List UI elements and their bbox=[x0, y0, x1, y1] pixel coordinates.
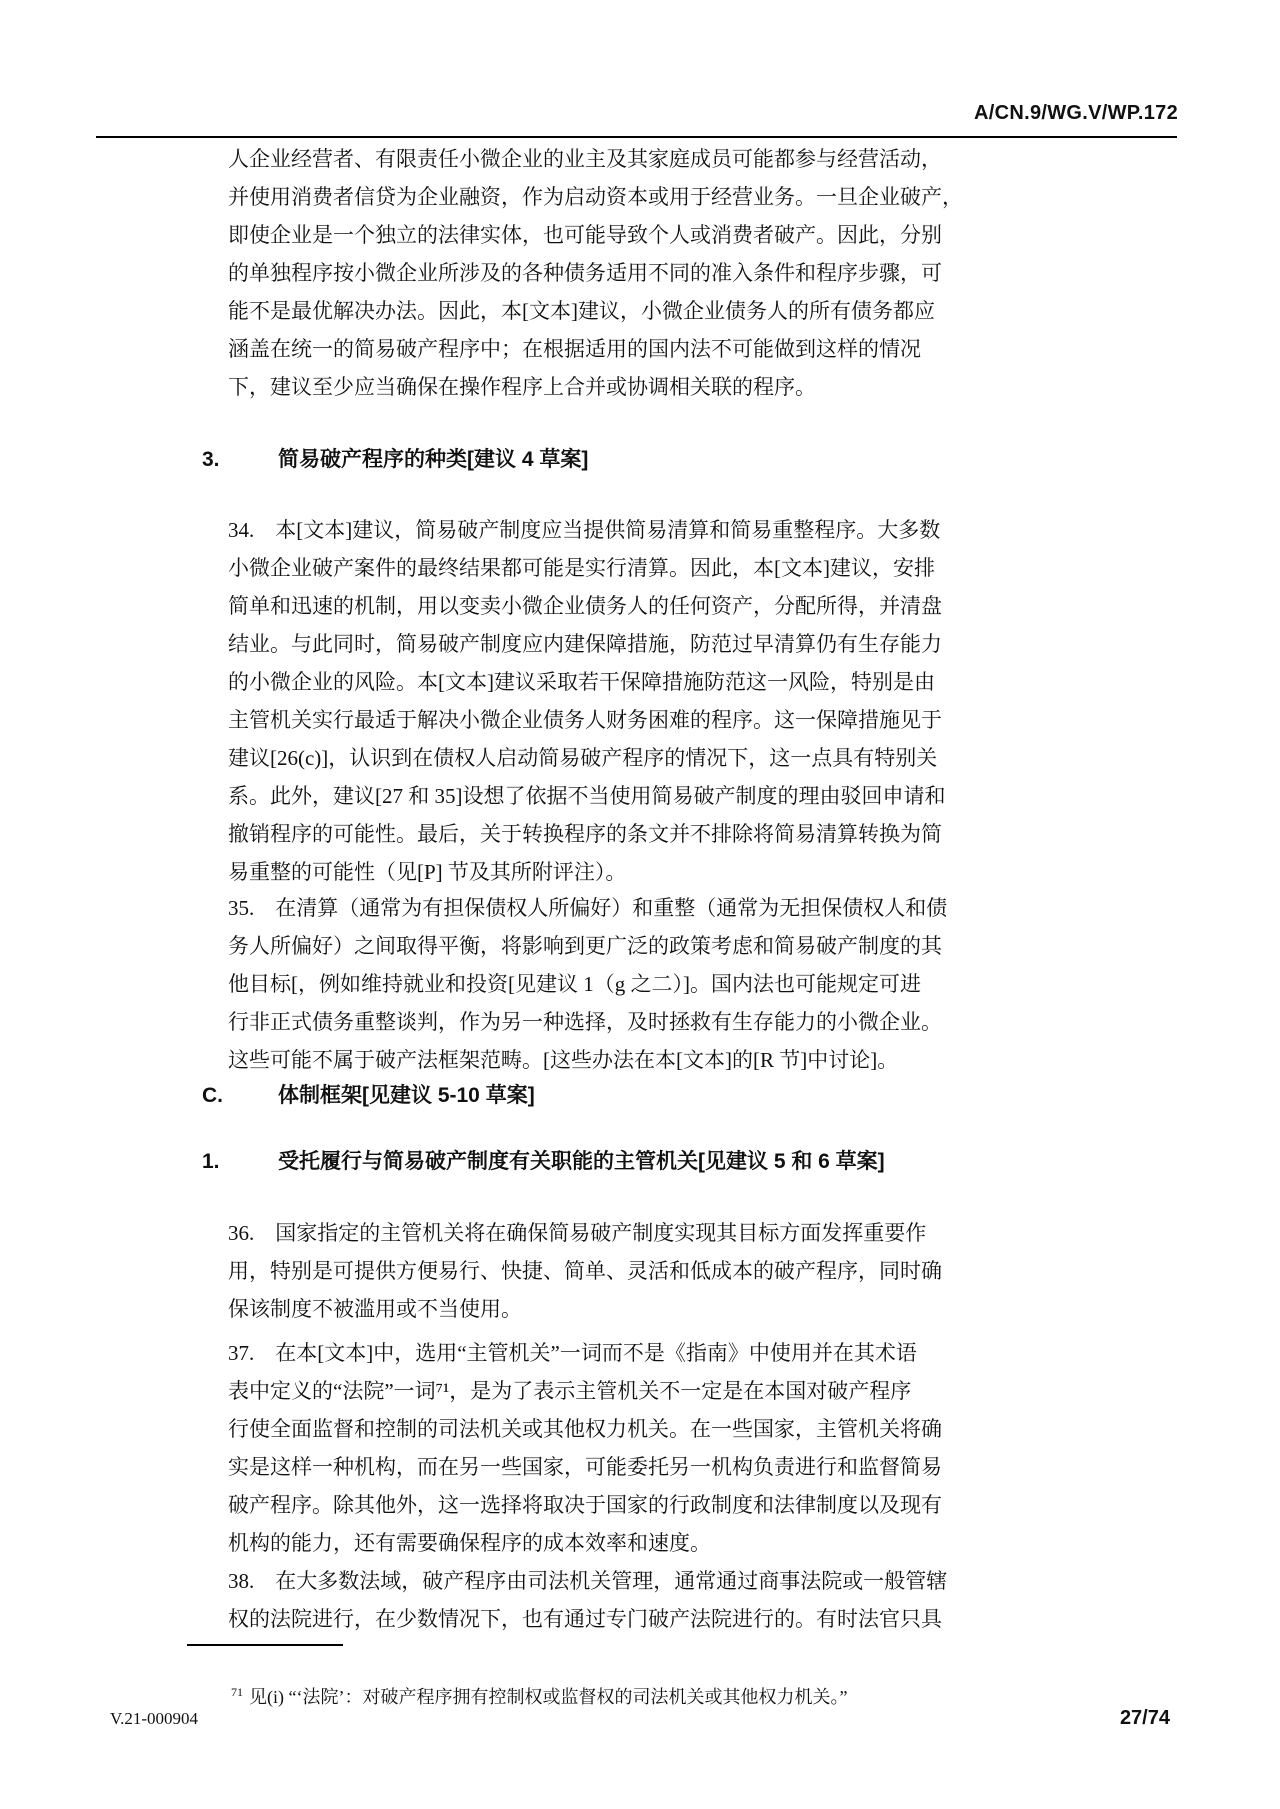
footnote-marker: 71 bbox=[231, 1685, 243, 1699]
text-line: 36. 国家指定的主管机关将在确保简易破产制度实现其目标方面发挥重要作 bbox=[228, 1221, 927, 1245]
footnote-71 bbox=[213, 1652, 1033, 1742]
text-line: 行非正式债务重整谈判，作为另一种选择，及时拯救有生存能力的小微企业。 bbox=[228, 1010, 942, 1034]
text-line: 权的法院进行，在少数情况下，也有通过专门破产法院进行的。有时法官只具 bbox=[228, 1607, 942, 1631]
text-line: 35. 在清算（通常为有担保债权人所偏好）和重整（通常为无担保债权人和债 bbox=[228, 896, 948, 920]
section-number: C. bbox=[202, 1084, 223, 1107]
text-line: 下，建议至少应当确保在操作程序上合并或协调相关联的程序。 bbox=[228, 375, 816, 399]
paragraph-34 bbox=[228, 511, 1018, 891]
section-heading-C bbox=[202, 1081, 535, 1111]
section-title: 受托履行与简易破产制度有关职能的主管机关[见建议 5 和 6 草案] bbox=[278, 1150, 885, 1173]
text-line: 实是这样一种机构，而在另一些国家，可能委托另一机构负责进行和监督简易 bbox=[228, 1455, 942, 1479]
text-line: 他目标[，例如维持就业和投资[见建议 1（g 之二）]。国内法也可能规定可进 bbox=[228, 972, 921, 996]
text-line: 系。此外，建议[27 和 35]设想了依据不当使用简易破产制度的理由驳回申请和 bbox=[228, 784, 946, 808]
text-line: 的小微企业的风险。本[文本]建议采取若干保障措施防范这一风险，特别是由 bbox=[228, 670, 935, 694]
text-line: 并使用消费者信贷为企业融资，作为启动资本或用于经营业务。一旦企业破产， bbox=[228, 185, 963, 209]
text-line: 的单独程序按小微企业所涉及的各种债务适用不同的准入条件和程序步骤，可 bbox=[228, 261, 942, 285]
text-line: 简单和迅速的机制，用以变卖小微企业债务人的任何资产，分配所得，并清盘 bbox=[228, 594, 942, 618]
text-line: 务人所偏好）之间取得平衡，将影响到更广泛的政策考虑和简易破产制度的其 bbox=[228, 934, 942, 958]
text-line: 人企业经营者、有限责任小微企业的业主及其家庭成员可能都参与经营活动， bbox=[228, 147, 942, 171]
text-line: 能不是最优解决办法。因此，本[文本]建议，小微企业债务人的所有债务都应 bbox=[228, 299, 935, 323]
footer-page-indicator: 27/74 bbox=[1119, 1707, 1170, 1729]
text-line: 行使全面监督和控制的司法机关或其他权力机关。在一些国家，主管机关将确 bbox=[228, 1417, 942, 1441]
text-line: 小微企业破产案件的最终结果都可能是实行清算。因此，本[文本]建议，安排 bbox=[228, 556, 935, 580]
text-line: 结业。与此同时，简易破产制度应内建保障措施，防范过早清算仍有生存能力 bbox=[228, 632, 942, 656]
section-title: 体制框架[见建议 5-10 草案] bbox=[278, 1084, 535, 1107]
text-line: 破产程序。除其他外，这一选择将取决于国家的行政制度和法律制度以及现有 bbox=[228, 1493, 942, 1517]
text-line: 保该制度不被滥用或不当使用。 bbox=[228, 1297, 522, 1321]
paragraph-37 bbox=[228, 1334, 1018, 1562]
section-heading-3 bbox=[202, 445, 588, 475]
header-rule bbox=[96, 136, 1177, 138]
text-line: 表中定义的“法院”一词⁷¹，是为了表示主管机关不一定是在本国对破产程序 bbox=[228, 1379, 912, 1403]
footnote-text: 见(i) “‘法院’：对破产程序拥有控制权或监督权的司法机关或其他权力机关。” bbox=[249, 1687, 848, 1707]
text-line: 38. 在大多数法域，破产程序由司法机关管理，通常通过商事法院或一般管辖 bbox=[228, 1569, 948, 1593]
text-line: 这些可能不属于破产法框架范畴。[这些办法在本[文本]的[R 节]中讨论]。 bbox=[228, 1048, 899, 1072]
paragraph-36 bbox=[228, 1214, 1018, 1328]
text-line: 易重整的可能性（见[P] 节及其所附评注）。 bbox=[228, 860, 627, 884]
footnote-separator-rule bbox=[187, 1644, 343, 1646]
text-line: 撤销程序的可能性。最后，关于转换程序的条文并不排除将简易清算转换为简 bbox=[228, 822, 942, 846]
section-number: 3. bbox=[202, 448, 220, 471]
footer-job-number: V.21-000904 bbox=[110, 1709, 198, 1728]
text-line: 用，特别是可提供方便易行、快捷、简单、灵活和低成本的破产程序，同时确 bbox=[228, 1259, 942, 1283]
text-line: 主管机关实行最适于解决小微企业债务人财务困难的程序。这一保障措施见于 bbox=[228, 708, 942, 732]
section-number: 1. bbox=[202, 1150, 220, 1173]
text-line: 即使企业是一个独立的法律实体，也可能导致个人或消费者破产。因此，分别 bbox=[228, 223, 942, 247]
paragraph-continuation bbox=[228, 140, 1018, 406]
text-line: 涵盖在统一的简易破产程序中；在根据适用的国内法不可能做到这样的情况 bbox=[228, 337, 921, 361]
text-line: 建议[26(c)]，认识到在债权人启动简易破产程序的情况下，这一点具有特别关 bbox=[228, 746, 938, 770]
section-title: 简易破产程序的种类[建议 4 草案] bbox=[278, 448, 589, 471]
section-heading-C1 bbox=[202, 1147, 885, 1177]
text-line: 机构的能力，还有需要确保程序的成本效率和速度。 bbox=[228, 1531, 711, 1555]
text-line: 34. 本[文本]建议，简易破产制度应当提供简易清算和简易重整程序。大多数 bbox=[228, 518, 941, 542]
paragraph-35 bbox=[228, 889, 1018, 1079]
document-symbol: A/CN.9/WG.V/WP.172 bbox=[974, 102, 1178, 124]
paragraph-38 bbox=[228, 1562, 1018, 1638]
text-line: 37. 在本[文本]中，选用“主管机关”一词而不是《指南》中使用并在其术语 bbox=[228, 1341, 917, 1365]
